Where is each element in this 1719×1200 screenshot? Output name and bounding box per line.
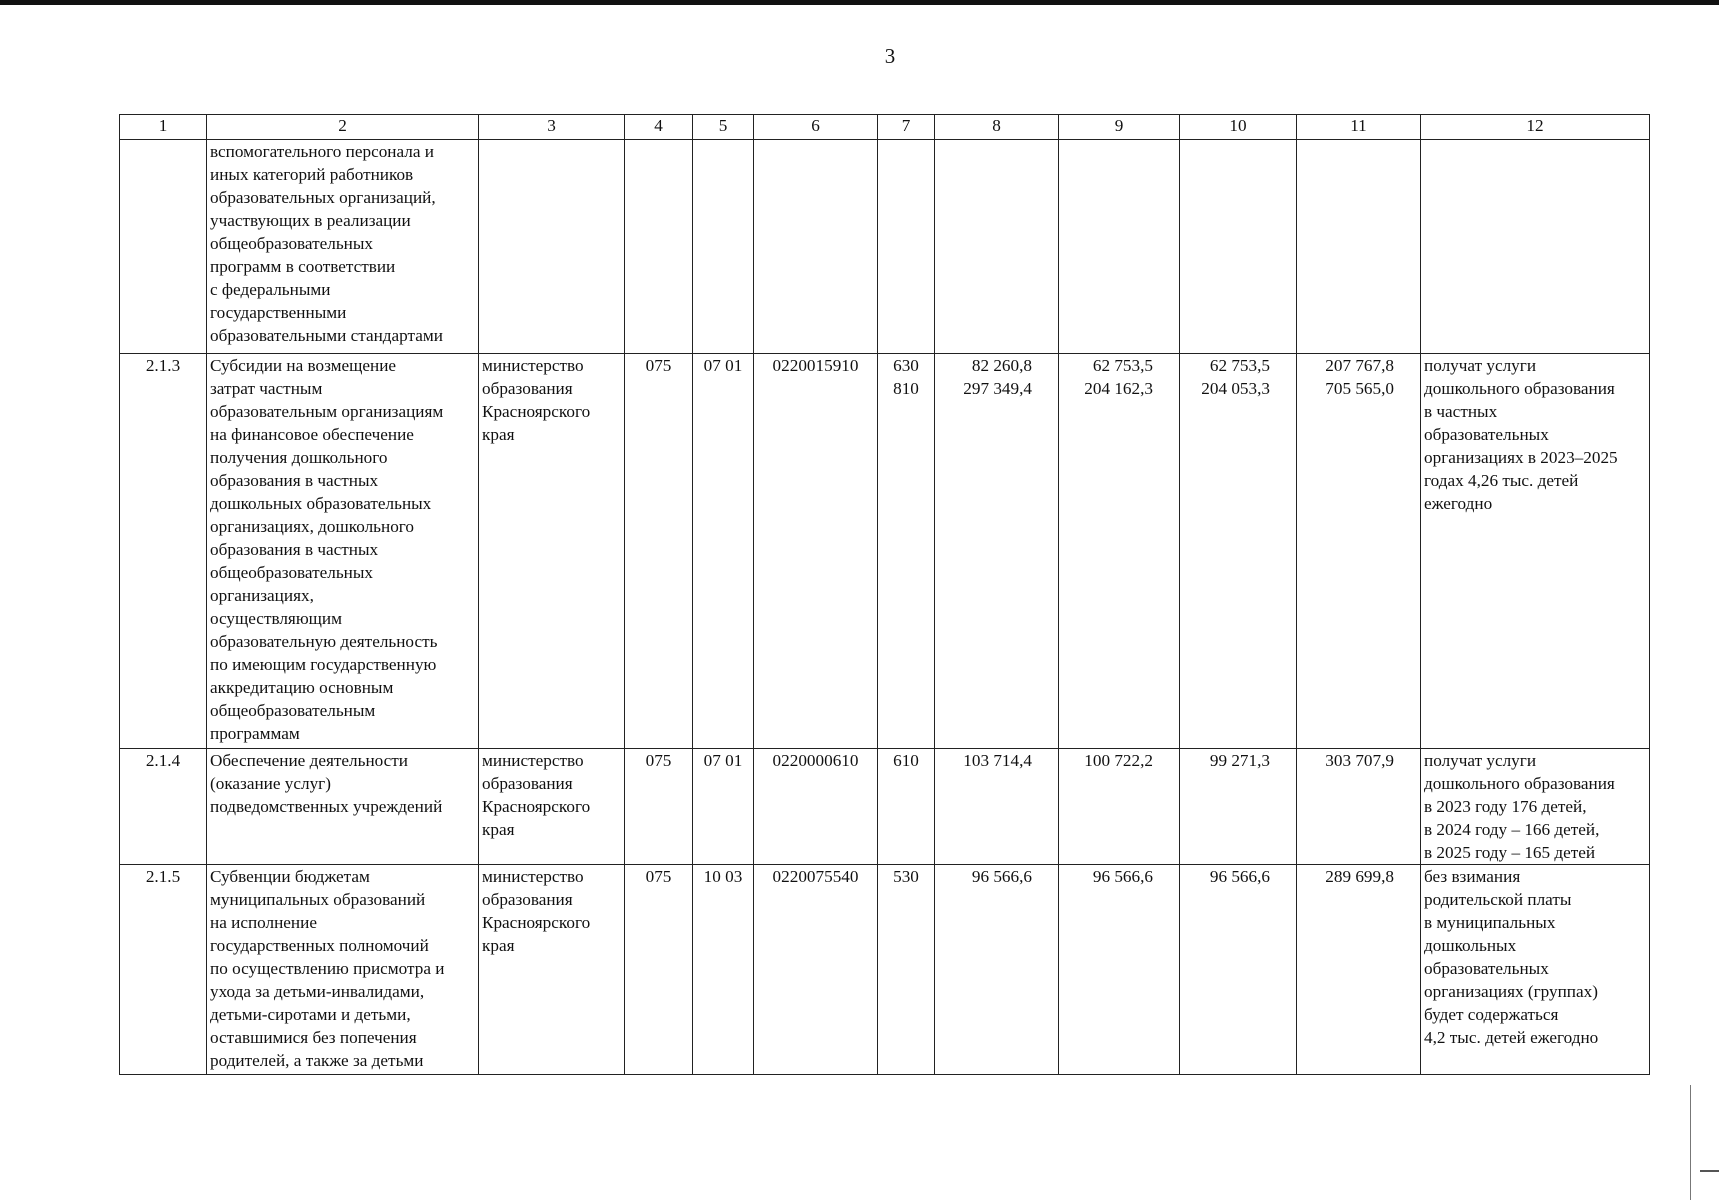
row-name: вспомогательного персонала и иных категорий работников образовательных организаций, участвующих в реализации общеобразовательных программ в соответствии с федеральными государственными образовательными стандартами: [207, 140, 479, 354]
row-id: 2.1.4: [120, 749, 207, 865]
row-grbs: министерство образования Красноярского края: [479, 749, 625, 865]
row-code6: 0220075540: [754, 865, 878, 1075]
column-header: 4: [625, 115, 693, 140]
row-v2025: 96 566,6: [1180, 865, 1297, 1075]
column-header: 3: [479, 115, 625, 140]
row-result: [1421, 140, 1650, 354]
row-v2025: 99 271,3: [1180, 749, 1297, 865]
row-v2025: 62 753,5 204 053,3: [1180, 354, 1297, 749]
row-result: получат услуги дошкольного образования в частных образовательных организациях в 2023–2025 годах 4,26 тыс. детей ежегодно: [1421, 354, 1650, 749]
row-code4: 075: [625, 749, 693, 865]
row-code6: [754, 140, 878, 354]
row-vr: [878, 140, 935, 354]
column-header: 8: [935, 115, 1059, 140]
row-code5: 07 01: [693, 749, 754, 865]
column-header: 11: [1297, 115, 1421, 140]
row-code6: 0220000610: [754, 749, 878, 865]
column-header: 6: [754, 115, 878, 140]
row-id: 2.1.3: [120, 354, 207, 749]
row-result: получат услуги дошкольного образования в 2023 году 176 детей, в 2024 году – 166 детей, в 2025 году – 165 детей: [1421, 749, 1650, 865]
row-name: Субвенции бюджетам муниципальных образований на исполнение государственных полномочий по осуществлению присмотра и ухода за детьми-инвалидами, детьми-сиротами и детьми, оставшимися без попечения родителей, а также за детьми: [207, 865, 479, 1075]
row-vr: 610: [878, 749, 935, 865]
scan-artifact: [1700, 1170, 1719, 1172]
row-v2024: 62 753,5 204 162,3: [1059, 354, 1180, 749]
table-row: [120, 354, 1650, 749]
page-number: 3: [884, 44, 896, 68]
row-grbs: [479, 140, 625, 354]
row-code4: [625, 140, 693, 354]
row-id: 2.1.5: [120, 865, 207, 1075]
row-v2025: [1180, 140, 1297, 354]
row-vr: 630 810: [878, 354, 935, 749]
column-header: 5: [693, 115, 754, 140]
row-code5: 10 03: [693, 865, 754, 1075]
row-total: 303 707,9: [1297, 749, 1421, 865]
row-result: без взимания родительской платы в муниципальных дошкольных образовательных организациях (группах) будет содержаться 4,2 тыс. детей ежегодно: [1421, 865, 1650, 1075]
row-v2024: 100 722,2: [1059, 749, 1180, 865]
row-v2023: 96 566,6: [935, 865, 1059, 1075]
row-total: 289 699,8: [1297, 865, 1421, 1075]
scan-artifact: [1690, 1085, 1691, 1200]
row-v2024: [1059, 140, 1180, 354]
row-grbs: министерство образования Красноярского края: [479, 354, 625, 749]
row-name: Субсидии на возмещение затрат частным образовательным организациям на финансовое обеспечение получения дошкольного образования в частных дошкольных образовательных организациях, дошкольного образования в частных общеобразовательных организациях, осуществляющим образовательную деятельность по имеющим государственную аккредитацию основным общеобразовательным программам: [207, 354, 479, 749]
row-v2024: 96 566,6: [1059, 865, 1180, 1075]
table-row: [120, 749, 1650, 865]
row-total: 207 767,8 705 565,0: [1297, 354, 1421, 749]
column-header: 12: [1421, 115, 1650, 140]
table-row: [120, 140, 1650, 354]
row-total: [1297, 140, 1421, 354]
budget-table: [119, 114, 1650, 1075]
scan-edge: [0, 0, 1719, 5]
column-header: 2: [207, 115, 479, 140]
row-v2023: 82 260,8 297 349,4: [935, 354, 1059, 749]
column-header: 1: [120, 115, 207, 140]
table-header-row: [120, 115, 1650, 140]
row-v2023: [935, 140, 1059, 354]
row-grbs: министерство образования Красноярского края: [479, 865, 625, 1075]
row-code4: 075: [625, 865, 693, 1075]
column-header: 9: [1059, 115, 1180, 140]
row-name: Обеспечение деятельности (оказание услуг) подведомственных учреждений: [207, 749, 479, 865]
column-header: 10: [1180, 115, 1297, 140]
row-v2023: 103 714,4: [935, 749, 1059, 865]
table-row: [120, 865, 1650, 1075]
column-header: 7: [878, 115, 935, 140]
row-code4: 075: [625, 354, 693, 749]
row-code5: [693, 140, 754, 354]
row-code5: 07 01: [693, 354, 754, 749]
row-id: [120, 140, 207, 354]
row-vr: 530: [878, 865, 935, 1075]
row-code6: 0220015910: [754, 354, 878, 749]
